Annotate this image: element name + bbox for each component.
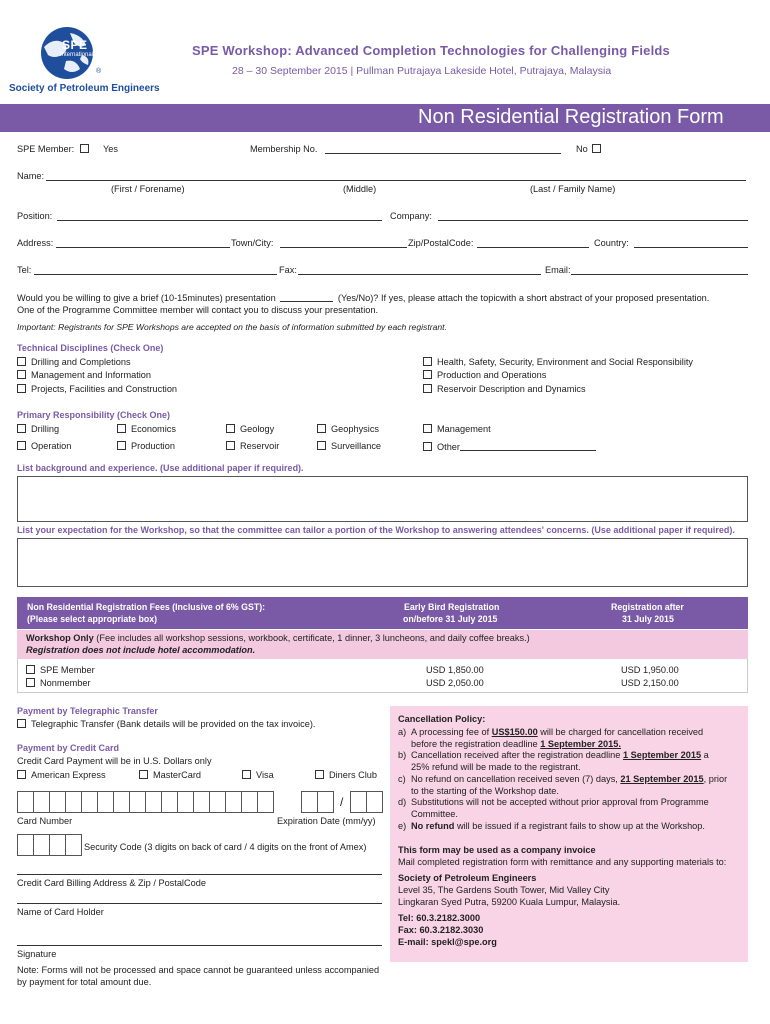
billing-address-label: Credit Card Billing Address & Zip / PostalCode — [17, 878, 206, 888]
background-textarea[interactable] — [17, 476, 748, 522]
discipline-label: Management and Information — [31, 370, 152, 380]
mail-email: E-mail: spekl@spe.org — [398, 937, 497, 947]
responsibility-label: Reservoir — [240, 441, 280, 451]
card-option-mastercard[interactable] — [139, 770, 201, 780]
fee-after-member: USD 1,950.00 — [621, 665, 679, 675]
expectation-textarea[interactable] — [17, 538, 748, 587]
policy-a-line2 — [411, 739, 621, 749]
tt-option[interactable] — [17, 719, 315, 729]
no-option[interactable] — [576, 144, 606, 154]
discipline-label: Drilling and Completions — [31, 357, 131, 367]
responsibility-checkbox[interactable] — [117, 441, 126, 450]
responsibility-label: Other — [437, 442, 460, 452]
policy-c-text2: , prior — [703, 774, 728, 784]
form-banner-title: Non Residential Registration Form — [418, 106, 724, 128]
discipline-checkbox[interactable] — [17, 357, 26, 366]
security-code-field[interactable] — [17, 834, 82, 856]
name-label: Name: — [17, 171, 45, 181]
fee-row-nonmember[interactable] — [26, 678, 91, 688]
logo-sub: International — [60, 52, 94, 58]
last-name-caption: (Last / Family Name) — [530, 184, 616, 194]
responsibility-checkbox[interactable] — [17, 424, 26, 433]
responsibility-option[interactable] — [117, 424, 176, 434]
town-label: Town/City: — [231, 238, 274, 248]
org-name: Society of Petroleum Engineers — [9, 83, 160, 94]
spe-logo — [30, 25, 130, 85]
tt-heading: Payment by Telegraphic Transfer — [17, 706, 158, 716]
expiry-label: Expiration Date (mm/yy) — [277, 816, 376, 826]
policy-e-bold: No refund — [411, 821, 455, 831]
workshop-only-text — [26, 633, 530, 643]
responsibility-option[interactable] — [17, 441, 71, 451]
billing-address-field[interactable] — [17, 874, 382, 875]
responsibility-label: Geophysics — [331, 424, 380, 434]
fees-header-col3-line2: 31 July 2015 — [622, 614, 674, 624]
cc-note: Credit Card Payment will be in U.S. Dollars only — [17, 756, 212, 766]
discipline-option[interactable] — [423, 384, 586, 394]
expiry-year-field[interactable] — [350, 791, 383, 813]
responsibility-option[interactable] — [226, 424, 274, 434]
fee-early-member: USD 1,850.00 — [426, 665, 484, 675]
responsibility-option[interactable] — [226, 441, 279, 451]
country-field[interactable] — [634, 247, 748, 248]
svg-text:®: ® — [96, 68, 102, 75]
fees-header-col1-line2: (Please select appropriate box) — [27, 614, 158, 624]
card-holder-label: Name of Card Holder — [17, 907, 104, 917]
other-field[interactable] — [460, 441, 596, 451]
discipline-checkbox[interactable] — [17, 384, 26, 393]
no-checkbox[interactable] — [592, 144, 601, 153]
no-hotel-note: Registration does not include hotel accommodation. — [26, 645, 256, 655]
background-heading: List background and experience. (Use additional paper if required). — [17, 463, 304, 473]
card-holder-field[interactable] — [17, 903, 382, 904]
email-field[interactable] — [571, 274, 748, 275]
card-label: Diners Club — [329, 770, 377, 780]
policy-d-prefix: d) — [398, 797, 407, 807]
cancellation-heading: Cancellation Policy: — [398, 714, 486, 724]
fees-header-col1-line1: Non Residential Registration Fees (Inclusive of 6% GST): — [27, 602, 266, 612]
card-checkbox[interactable] — [17, 770, 26, 779]
card-label: MasterCard — [153, 770, 201, 780]
responsibility-checkbox[interactable] — [226, 424, 235, 433]
security-code-label: Security Code (3 digits on back of card / 4 digits on the front of Amex) — [84, 842, 367, 852]
yes-checkbox[interactable] — [80, 144, 89, 153]
workshop-only-bold: Workshop Only — [26, 633, 94, 643]
responsibility-label: Economics — [131, 424, 176, 434]
responsibility-checkbox[interactable] — [317, 424, 326, 433]
responsibility-option[interactable] — [423, 441, 596, 452]
fee-after-nonmember: USD 2,150.00 — [621, 678, 679, 688]
discipline-checkbox[interactable] — [423, 370, 432, 379]
discipline-checkbox[interactable] — [423, 384, 432, 393]
fee-checkbox[interactable] — [26, 678, 35, 687]
spe-member-label: SPE Member: — [17, 144, 75, 154]
discipline-checkbox[interactable] — [17, 370, 26, 379]
card-checkbox[interactable] — [242, 770, 251, 779]
policy-b-prefix: b) — [398, 750, 407, 760]
responsibility-checkbox[interactable] — [317, 441, 326, 450]
card-option-visa[interactable] — [242, 770, 274, 780]
policy-a-text: A processing fee of — [411, 727, 492, 737]
discipline-label: Health, Safety, Security, Environment and Social Responsibility — [437, 357, 694, 367]
policy-e-line — [411, 821, 705, 831]
discipline-option[interactable] — [17, 384, 177, 394]
presentation-question — [17, 292, 709, 303]
expiry-slash: / — [340, 795, 344, 809]
card-label: Visa — [256, 770, 274, 780]
no-label: No — [576, 144, 588, 154]
company-field[interactable] — [438, 220, 748, 221]
fees-header-col2-line1: Early Bird Registration — [404, 602, 500, 612]
address-label: Address: — [17, 238, 54, 248]
middle-name-caption: (Middle) — [343, 184, 377, 194]
fee-label: Nonmember — [40, 678, 91, 688]
fax-label: Fax: — [279, 265, 297, 275]
mail-org: Society of Petroleum Engineers — [398, 873, 537, 883]
fees-header-col3-line1: Registration after — [611, 602, 684, 612]
zip-field[interactable] — [477, 247, 589, 248]
discipline-option[interactable] — [423, 357, 693, 367]
responsibility-option[interactable] — [317, 424, 379, 434]
mail-tel: Tel: 60.3.2182.3000 — [398, 913, 481, 923]
tel-field[interactable] — [34, 274, 277, 275]
responsibility-checkbox[interactable] — [423, 442, 432, 451]
policy-b-line2: 25% refund will be made to the registrant. — [411, 762, 581, 772]
zip-label: Zip/PostalCode: — [408, 238, 474, 248]
yes-label: Yes — [103, 144, 118, 154]
policy-a-text3: before the registration deadline — [411, 739, 541, 749]
fee-early-nonmember: USD 2,050.00 — [426, 678, 484, 688]
card-checkbox[interactable] — [139, 770, 148, 779]
presentation-text-a: Would you be willing to give a brief (10-15minutes) presentation — [17, 293, 276, 303]
card-label: American Express — [31, 770, 106, 780]
policy-e-prefix: e) — [398, 821, 407, 831]
responsibility-checkbox[interactable] — [117, 424, 126, 433]
responsibility-label: Production — [131, 441, 175, 451]
discipline-option[interactable] — [423, 370, 546, 380]
discipline-label: Projects, Facilities and Construction — [31, 384, 178, 394]
mail-address-1: Level 35, The Gardens South Tower, Mid Valley City — [398, 885, 610, 895]
payment-note-line1: Note: Forms will not be processed and space cannot be guaranteed unless accompanied — [17, 965, 380, 975]
town-field[interactable] — [280, 247, 407, 248]
payment-note-line2: by payment for total amount due. — [17, 977, 152, 987]
fee-label: SPE Member — [40, 665, 95, 675]
signature-label: Signature — [17, 949, 57, 959]
fee-checkbox[interactable] — [26, 665, 35, 674]
presentation-answer-field[interactable] — [280, 292, 333, 302]
responsibility-option[interactable] — [17, 424, 59, 434]
responsibility-checkbox[interactable] — [423, 424, 432, 433]
responsibility-label: Geology — [240, 424, 275, 434]
tt-checkbox[interactable] — [17, 719, 26, 728]
responsibility-checkbox[interactable] — [226, 441, 235, 450]
workshop-subtitle: 28 – 30 September 2015 | Pullman Putrajaya Lakeside Hotel, Putrajaya, Malaysia — [232, 65, 612, 77]
policy-a-date: 1 September 2015. — [540, 739, 621, 749]
first-name-caption: (First / Forename) — [111, 184, 185, 194]
discipline-option[interactable] — [17, 370, 151, 380]
address-field[interactable] — [56, 247, 230, 248]
policy-b-line1 — [411, 750, 709, 760]
policy-c-line1 — [411, 774, 727, 784]
company-label: Company: — [390, 211, 432, 221]
membership-no-field[interactable] — [325, 153, 561, 154]
fee-row-member[interactable] — [26, 665, 95, 675]
policy-a-fee: US$150.00 — [491, 727, 538, 737]
mail-fax: Fax: 60.3.2182.3030 — [398, 925, 484, 935]
responsibility-option[interactable] — [117, 441, 175, 451]
invoice-note-bold: This form may be used as a company invoice — [398, 845, 596, 855]
responsibility-label: Surveillance — [331, 441, 382, 451]
important-note: Important: Registrants for SPE Workshops are accepted on the basis of information submitted by each registrant. — [17, 322, 447, 332]
policy-b-text: Cancellation received after the registration deadline — [411, 750, 623, 760]
card-option-amex[interactable] — [17, 770, 106, 780]
policy-b-date: 1 September 2015 — [622, 750, 702, 760]
discipline-label: Reservoir Description and Dynamics — [437, 384, 586, 394]
signature-field[interactable] — [17, 945, 382, 946]
country-label: Country: — [594, 238, 629, 248]
policy-c-prefix: c) — [398, 774, 406, 784]
discipline-label: Production and Operations — [437, 370, 547, 380]
policy-a-prefix: a) — [398, 727, 407, 737]
card-number-field[interactable] — [17, 791, 274, 813]
responsibility-label: Management — [437, 424, 491, 434]
policy-c-line2: to the starting of the Workshop date. — [411, 786, 559, 796]
logo-letters: SPE — [62, 38, 88, 52]
policy-a-text2: will be charged for cancellation received — [537, 727, 704, 737]
workshop-only-rest: (Fee includes all workshop sessions, workbook, certificate, 1 dinner, 3 luncheons, and daily coffee breaks.) — [93, 633, 530, 643]
position-label: Position: — [17, 211, 53, 221]
presentation-text-b: (Yes/No)? If yes, please attach the topicwith a short abstract of your proposed presentation. — [337, 293, 710, 303]
policy-c-date: 21 September 2015 — [620, 774, 704, 784]
discipline-option[interactable] — [17, 357, 131, 367]
cc-heading: Payment by Credit Card — [17, 743, 120, 753]
workshop-title: SPE Workshop: Advanced Completion Technologies for Challenging Fields — [192, 43, 670, 58]
presentation-followup: One of the Programme Committee member will contact you to discuss your presentation. — [17, 305, 379, 315]
mail-address-2: Lingkaran Syed Putra, 59200 Kuala Lumpur, Malaysia. — [398, 897, 621, 907]
card-option-diners[interactable] — [315, 770, 377, 780]
expiry-month-field[interactable] — [301, 791, 334, 813]
responsibility-option[interactable] — [423, 424, 491, 434]
name-field[interactable] — [46, 180, 746, 181]
responsibility-label: Drilling — [31, 424, 60, 434]
policy-a-line1 — [411, 727, 703, 737]
responsibility-option[interactable] — [317, 441, 381, 451]
responsibility-heading: Primary Responsibility (Check One) — [17, 410, 171, 420]
fees-header-col2-line2: on/before 31 July 2015 — [403, 614, 498, 624]
responsibility-checkbox[interactable] — [17, 441, 26, 450]
yes-option[interactable] — [80, 144, 118, 154]
email-label: Email: — [545, 265, 571, 275]
policy-e-text: will be issued if a registrant fails to show up at the Workshop. — [454, 821, 705, 831]
card-checkbox[interactable] — [315, 770, 324, 779]
position-field[interactable] — [57, 220, 382, 221]
responsibility-label: Operation — [31, 441, 72, 451]
tel-label: Tel: — [17, 265, 32, 275]
membership-no-label: Membership No. — [250, 144, 318, 154]
policy-c-text: No refund on cancellation received seven (7) days, — [411, 774, 621, 784]
tt-label: Telegraphic Transfer (Bank details will be provided on the tax invoice). — [31, 719, 316, 729]
policy-d-line2: Committee. — [411, 809, 458, 819]
expectation-heading: List your expectation for the Workshop, so that the committee can tailor a portion of the Workshop to answering attendees' concerns. (Use additional paper if required). — [17, 525, 735, 535]
policy-d-line1: Substitutions will not be accepted without prior approval from Programme — [411, 797, 709, 807]
card-number-label: Card Number — [17, 816, 73, 826]
discipline-checkbox[interactable] — [423, 357, 432, 366]
fax-field[interactable] — [298, 274, 541, 275]
invoice-note: Mail completed registration form with remittance and any supporting materials to: — [398, 857, 727, 867]
policy-b-text2: a — [701, 750, 709, 760]
disciplines-heading: Technical Disciplines (Check One) — [17, 343, 164, 353]
